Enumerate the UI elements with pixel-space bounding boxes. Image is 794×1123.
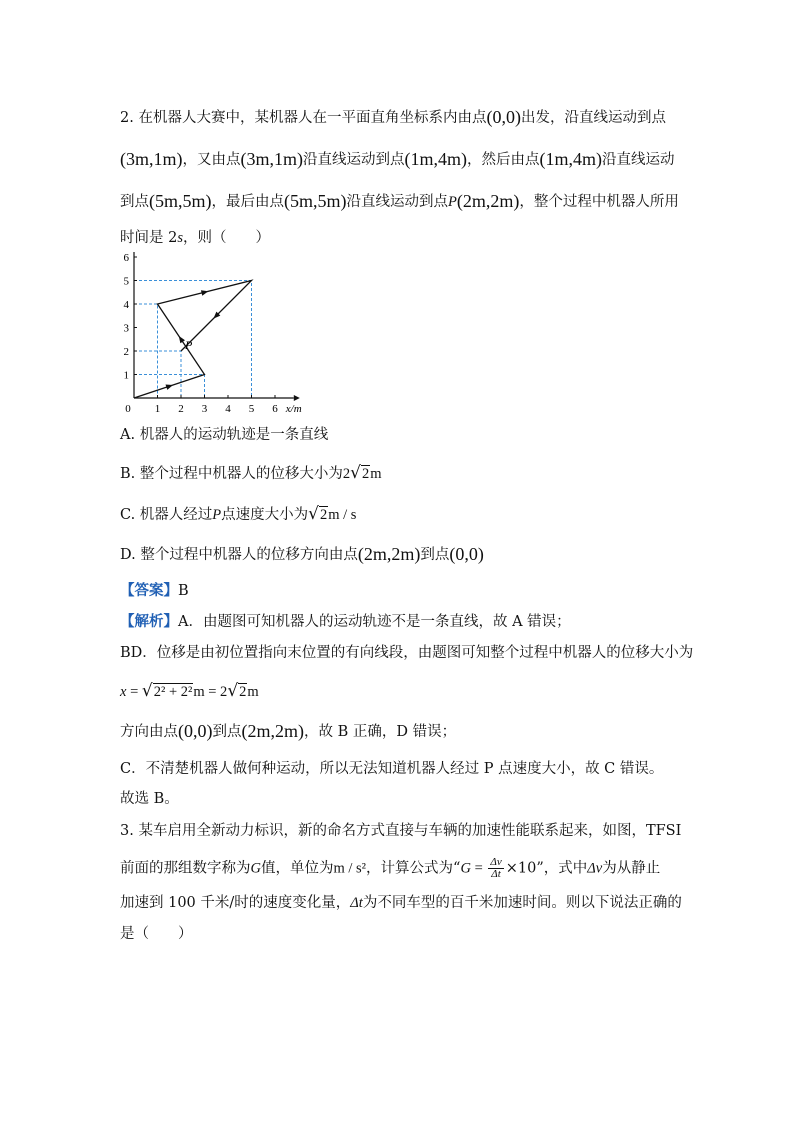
y-tick-label-3: 3 <box>123 322 129 335</box>
x-tick-label-5: 5 <box>248 403 255 415</box>
x-axis-label: x/m <box>285 403 302 415</box>
x-axis-arrow <box>294 395 300 401</box>
sqrt-symbol: √2² + 2² <box>141 681 193 701</box>
point-p-label: P <box>185 338 193 352</box>
analysis-a: 【解析】A．由题图可知机器人的运动轨迹不是一条直线，故 A 错误； <box>120 613 571 630</box>
direction-arrow-1 <box>176 334 185 343</box>
q3-line-2: 前面的那组数字称为G值，单位为m / s²，计算公式为“G = $\frac{\Delta v}{\Delta t}$ ×10”，式中Δv为从静止 <box>120 856 661 880</box>
trajectory-path <box>134 281 252 399</box>
option-d: D. 整个过程中机器人的位移方向由点(2m,2m)到点(0,0) <box>120 544 484 564</box>
displacement-formula: x = √2² + 2²m = 2√2m <box>120 681 259 701</box>
q2-line-4: 时间是 2s，则（ ） <box>120 230 270 246</box>
x-tick-label-2: 2 <box>178 403 184 415</box>
fraction: $\frac{\Delta v}{\Delta t}$ <box>490 856 502 880</box>
y-tick-label-6: 6 <box>123 252 129 264</box>
q2-line-2: (3m,1m)，又由点(3m,1m)沿直线运动到点(1m,4m)，然后由点(1m,4m)沿直线运动 <box>120 149 675 169</box>
analysis-bd: BD．位移是由初位置指向末位置的有向线段，由题图可知整个过程中机器人的位移大小为 <box>120 645 694 661</box>
answer: 【答案】B <box>120 582 189 599</box>
y-tick-label-5: 5 <box>123 275 129 288</box>
x-tick-label-3: 3 <box>201 403 208 415</box>
q3-line-1: 3. 某车启用全新动力标识，新的命名方式直接与车辆的加速性能联系起来，如图，TFSI <box>120 823 682 839</box>
y-tick-label-4: 4 <box>123 299 129 311</box>
sqrt-symbol: √2 <box>308 504 328 524</box>
q2-line-1: 2. 在机器人大赛中，某机器人在一平面直角坐标系内由点(0,0)出发，沿直线运动到点 <box>120 107 666 127</box>
conclusion: 故选 B。 <box>120 791 179 807</box>
direction-arrow-0 <box>166 382 174 390</box>
option-b: B. 整个过程中机器人的位移大小为2√2m <box>120 463 382 483</box>
trajectory-graph <box>118 252 318 417</box>
x-tick-label-1: 1 <box>154 403 161 415</box>
origin-label: 0 <box>125 403 131 415</box>
q2-line-3: 到点(5m,5m)，最后由点(5m,5m)沿直线运动到点P(2m,2m)，整个过程中机器人所用 <box>120 191 679 211</box>
option-a: A. 机器人的运动轨迹是一条直线 <box>120 427 329 443</box>
y-tick-label-1: 1 <box>123 369 129 382</box>
x-tick-label-4: 4 <box>225 403 231 415</box>
q3-line-3: 加速到 100 千米/时的速度变化量，Δt为不同车型的百千米加速时间。则以下说法正确的 <box>120 895 682 911</box>
option-c: C. 机器人经过P点速度大小为√2m / s <box>120 504 357 524</box>
analysis-direction: 方向由点(0,0)到点(2m,2m)，故 B 正确，D 错误； <box>120 721 457 741</box>
sqrt-symbol: √2 <box>227 681 247 701</box>
analysis-c: C．不清楚机器人做何种运动，所以无法知道机器人经过 P 点速度大小，故 C 错误。 <box>120 761 664 777</box>
direction-arrow-2 <box>201 289 209 296</box>
q3-line-4: 是（ ） <box>120 926 193 942</box>
y-tick-label-2: 2 <box>123 346 129 358</box>
x-tick-label-6: 6 <box>272 403 278 415</box>
sqrt-symbol: √2 <box>350 463 370 483</box>
